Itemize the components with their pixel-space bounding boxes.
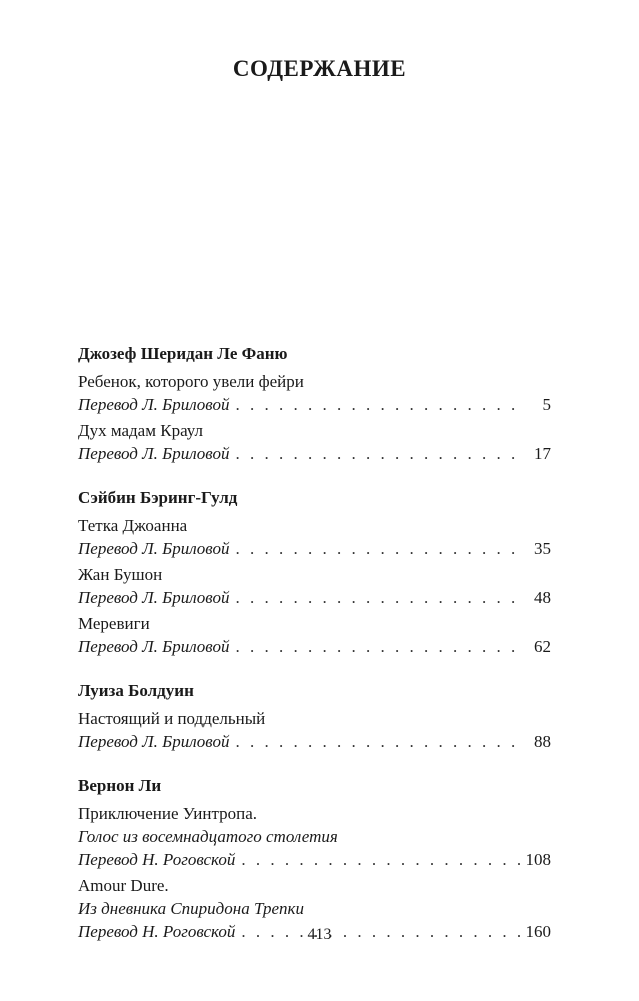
entry-title: Тетка Джоанна (78, 516, 188, 535)
entry-title: Дух мадам Краул (78, 421, 203, 440)
translator-credit: Перевод Л. Бриловой (78, 539, 230, 558)
author-name: Луиза Болдуин (78, 681, 194, 700)
entry-subtitle: Из дневника Спиридона Трепки (78, 899, 304, 918)
page-title: СОДЕРЖАНИЕ (232, 56, 407, 81)
toc-entry[interactable] (78, 802, 551, 871)
translator-line (78, 393, 551, 416)
toc-section (78, 678, 551, 753)
entry-title: Меревиги (78, 614, 150, 633)
entry-title: Ребенок, которого увели фейри (78, 372, 304, 391)
toc-entry[interactable] (78, 612, 551, 658)
dot-leader (235, 393, 521, 416)
translator-credit: Перевод Н. Роговской (78, 922, 236, 941)
author-name: Вернон Ли (78, 776, 162, 795)
toc-entry[interactable] (78, 563, 551, 609)
dot-leader (235, 730, 521, 753)
table-of-contents (78, 341, 551, 963)
translator-line (78, 537, 551, 560)
dot-leader (241, 848, 519, 871)
dot-leader (235, 635, 521, 658)
dot-leader (235, 537, 521, 560)
translator-line (78, 848, 551, 871)
dot-leader (235, 442, 521, 465)
translator-credit: Перевод Н. Роговской (78, 850, 236, 869)
translator-credit: Перевод Л. Бриловой (78, 637, 230, 656)
toc-section (78, 773, 551, 943)
translator-line (78, 586, 551, 609)
toc-section (78, 341, 551, 465)
translator-credit: Перевод Л. Бриловой (78, 588, 230, 607)
translator-credit: Перевод Л. Бриловой (78, 444, 230, 463)
entry-page-number: 5 (542, 395, 551, 414)
entry-subtitle: Голос из восемнадцатого столетия (78, 827, 338, 846)
entry-title: Amour Dure. (78, 876, 169, 895)
toc-section (78, 485, 551, 658)
entry-page-number: 108 (525, 850, 551, 869)
entry-title: Жан Бушон (78, 565, 163, 584)
translator-credit: Перевод Л. Бриловой (78, 395, 230, 414)
entry-title: Приключение Уинтропа. (78, 804, 258, 823)
translator-line (78, 730, 551, 753)
author-name: Джозеф Шеридан Ле Фаню (78, 344, 288, 363)
toc-entry[interactable] (78, 514, 551, 560)
toc-entry[interactable] (78, 370, 551, 416)
entry-page-number: 17 (534, 444, 551, 463)
entry-page-number: 62 (534, 637, 551, 656)
entry-page-number: 35 (534, 539, 551, 558)
entry-page-number: 160 (525, 922, 551, 941)
toc-entry[interactable] (78, 419, 551, 465)
dot-leader (235, 586, 521, 609)
entry-page-number: 48 (534, 588, 551, 607)
author-name: Сэйбин Бэринг-Гулд (78, 488, 238, 507)
translator-credit: Перевод Л. Бриловой (78, 732, 230, 751)
translator-line (78, 635, 551, 658)
toc-entry[interactable] (78, 707, 551, 753)
page-number: 413 (307, 926, 332, 943)
entry-page-number: 88 (534, 732, 551, 751)
translator-line (78, 442, 551, 465)
entry-title: Настоящий и поддельный (78, 709, 266, 728)
